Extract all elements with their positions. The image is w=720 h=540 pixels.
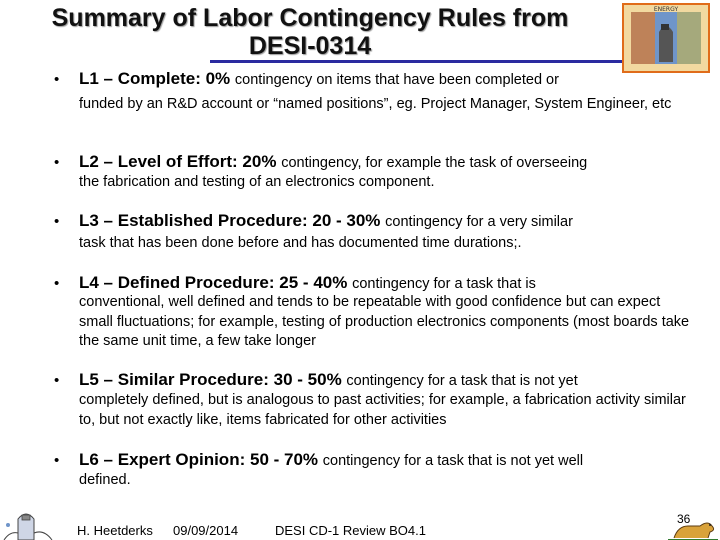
contingency-percent: 20 - 30%	[312, 211, 381, 230]
heading-rest: contingency for a very similar	[385, 214, 573, 230]
level-label: L5 – Similar Procedure:	[79, 370, 269, 389]
title-underline	[210, 60, 628, 63]
heading-rest: contingency for a task that is	[352, 276, 536, 292]
page-number: 36	[677, 512, 691, 526]
bullet-marker: •	[54, 213, 60, 230]
bullet-heading	[79, 152, 587, 173]
svg-text:ENERGY: ENERGY	[653, 6, 679, 13]
heading-rest: contingency on items that have been completed or	[234, 72, 559, 88]
contingency-percent: 25 - 40%	[279, 273, 348, 292]
level-label: L4 – Defined Procedure:	[79, 273, 275, 292]
telescope-sketch-icon	[0, 505, 55, 540]
bullet-continuation: completely defined, but is analogous to past activities; for example, a fabrication activity similar to, but not exactly like, items fabricated for other activities	[79, 392, 686, 428]
bullet-marker: •	[54, 71, 60, 88]
level-label: L1 – Complete:	[79, 69, 201, 88]
bullet-heading	[79, 211, 573, 232]
bullet-continuation: funded by an R&D account or “named positions”, eg. Project Manager, System Engineer, etc	[79, 96, 672, 112]
bullet-continuation: conventional, well defined and tends to be repeatable with good confidence but can expect small fluctuations; for example, testing of production electronics components (most boards take the same unit time, a few take longer	[79, 294, 690, 349]
contingency-percent: 30 - 50%	[273, 370, 342, 389]
bullet-marker: •	[54, 452, 60, 469]
footer-author: H. Heetderks	[77, 523, 153, 538]
footer-review: DESI CD-1 Review BO4.1	[275, 523, 426, 538]
bullet-marker: •	[54, 372, 60, 389]
contingency-percent: 50 - 70%	[249, 450, 319, 469]
bullet-continuation: task that has been done before and has documented time durations;.	[79, 235, 522, 251]
slide-title	[0, 4, 620, 60]
contingency-percent: 20%	[242, 152, 277, 171]
contingency-percent: 0%	[205, 69, 231, 88]
heading-rest: contingency for a task that is not yet well	[322, 453, 584, 469]
title-line-2: DESI-0314	[248, 32, 372, 60]
level-label: L3 – Established Procedure:	[79, 211, 308, 230]
level-label: L2 – Level of Effort:	[79, 152, 238, 171]
title-line-1: Summary of Labor Contingency Rules from	[51, 4, 569, 32]
heading-rest: contingency, for example the task of overseeing	[281, 155, 588, 171]
heading-rest: contingency for a task that is not yet	[346, 373, 578, 389]
level-label: L6 – Expert Opinion:	[79, 450, 246, 469]
bullet-marker: •	[54, 275, 60, 292]
dog-sketch-icon	[664, 508, 720, 540]
bullet-heading	[79, 370, 578, 391]
bullet-marker: •	[54, 154, 60, 171]
bullet-continuation: defined.	[79, 472, 131, 488]
bullet-heading	[79, 450, 583, 471]
footer-date: 09/09/2014	[173, 523, 239, 538]
energy-logo-icon	[621, 2, 711, 74]
bullet-heading	[79, 69, 559, 90]
bullet-heading	[79, 273, 536, 294]
bullet-continuation: the fabrication and testing of an electronics component.	[79, 174, 435, 190]
